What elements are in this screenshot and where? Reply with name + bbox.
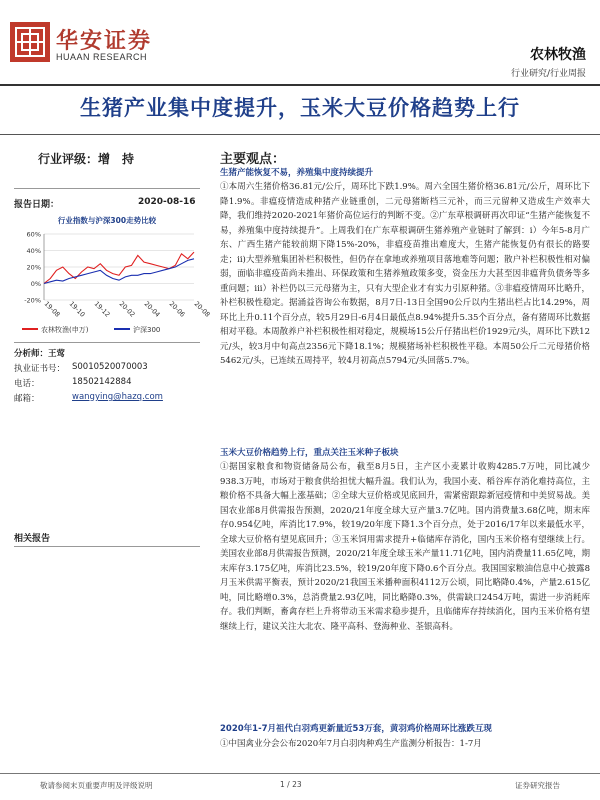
phone-row	[14, 377, 132, 389]
index-comparison-chart	[14, 228, 212, 340]
rating-value: 增 持	[98, 152, 135, 166]
sidebar-divider	[14, 188, 200, 189]
license-row	[14, 362, 148, 374]
report-date-value: 2020-08-16	[138, 197, 196, 207]
rating-label: 行业评级：	[38, 152, 99, 166]
paragraph-pig: ①本周六生猪价格36.81元/公斤，周环比下跌1.9%。周六全国生猪价格36.81元/公斤，周环比下降1.9%。非瘟疫情造成种猪产业链重创，二元母猪断档三元补，而三元留种又造成生产效率大降，我们维持2020-2021年猪价高位运行的判断不变。②广东草根调研再次印证“生猪产能恢复不易，养殖集中度持续提升”。上周我们在广东草根调研生猪养殖产业链时了解到：i）今年5-8月广东、广西生猪产能较前期下降15%-20%，非瘟疫苗推出难度大，生猪产能恢复仍有很长的路要走；ii)大型养殖集团补栏积极性，但仍存在拿地或养殖项目落地难等问题；散户补栏积极性相对偏弱，面临非瘟疫苗尚未推出、环保政策和生猪养殖政策多变，资金压力大甚至因非瘟背负债务等多重问题；iii）补栏仍以三元母猪为主，只有大型企业才有实力引原种猪。③非瘟疫情周环比略升，补栏积极性稳定。据涌益咨询公布数据，8月7日-13日全国90公斤以内生猪出栏占比14.29%，周环比上升0.11个百分点，较5月29日-6月4日最低点8.94%提升5.35个百分点，备有猪周环比数据相对平稳。本周散养户补栏积极性相对稳定，规模场15公斤仔猪出栏价1929元/头，周环比下跌12元/头，较3月中旬高点2356元下降18.1%；规模猪场补栏积极性平稳。本周50公斤二元母猪价格5462元/头，已连续五周持平，较4月初高点5794元/头回落5.7%。	[220, 182, 590, 366]
sector-label: 农林牧渔	[530, 47, 586, 63]
sidebar-divider-3	[14, 546, 200, 547]
y-tick-label: 20%	[26, 263, 41, 272]
chart-title: 行业指数与沪深300走势比较	[57, 216, 157, 225]
footer-disclaimer: 敬请参阅末页重要声明及评级说明	[40, 781, 153, 790]
logo-mark-icon	[10, 22, 50, 62]
related-reports-heading: 相关报告	[14, 534, 51, 544]
x-tick-label: 20-06	[167, 299, 187, 319]
logo-subtext: HUAAN RESEARCH	[56, 52, 148, 62]
phone-value: 18502142884	[72, 377, 132, 387]
email-link[interactable]: wangying@hazq.com	[72, 392, 163, 402]
header-divider	[0, 84, 600, 86]
x-tick-label: 19-10	[67, 299, 87, 319]
subheading-poultry: 2020年1-7月祖代白羽鸡更新量近53万套，黄羽鸡价格周环比涨跌互现	[220, 724, 492, 734]
paragraph-poultry: ①中国禽业分会公布2020年7月白羽肉种鸡生产监测分析报告：1-7月	[220, 739, 482, 749]
industry-rating	[38, 150, 134, 167]
legend-label-1: 沪深300	[133, 326, 161, 334]
report-date-label: 报告日期：	[14, 200, 60, 210]
section-title: 主要观点：	[220, 152, 286, 167]
x-tick-label: 20-08	[192, 299, 212, 319]
y-tick-label: 40%	[26, 247, 41, 255]
y-tick-label: -20%	[24, 296, 41, 305]
email-label: 邮箱：	[14, 394, 40, 404]
sidebar-divider-2	[14, 342, 200, 343]
footer-divider	[0, 773, 600, 774]
report-title: 生猪产业集中度提升，玉米大豆价格趋势上行	[80, 96, 520, 120]
y-tick-label: 60%	[26, 230, 41, 239]
x-tick-label: 19-08	[42, 299, 62, 319]
y-tick-label: 0%	[30, 280, 41, 288]
report-type: 行业研究/行业周报	[510, 69, 586, 79]
title-divider	[0, 134, 600, 135]
subheading-grain: 玉米大豆价格趋势上行，重点关注玉米种子板块	[220, 448, 399, 458]
company-logo	[10, 22, 50, 62]
analyst-name: 分析师：王莺	[14, 349, 66, 359]
phone-label: 电话：	[14, 379, 40, 389]
logo-text: 华安证券	[56, 29, 153, 54]
footer-report-label: 证券研究报告	[515, 781, 560, 790]
page-number: 1 / 23	[280, 780, 302, 789]
x-tick-label: 19-12	[92, 299, 112, 319]
paragraph-grain: ①据国家粮食和物资储备局公布，截至8月5日，主产区小麦累计收购4285.7万吨，同比减少938.3万吨，市场对于粮食供给担忧大幅升温。我们认为，我国小麦、稻谷库存消化难持高位，主粮价格不具备大幅上涨基础；②全球大豆价格或见底回升，需紧密跟踪新冠疫情和中美贸易战。美国农业部8月供需报告预测，2020/21年度全球大豆产量3.7亿吨。国内消费量3.68亿吨，期末库存0.954亿吨，库消比17.9%，较19/20年度下降1.3个百分点，处于2016/17年以来最低水平，全球大豆价格有望见底回升；③玉米饲用需求提升+临储库存消化，国内玉米价格有望继续上行。美国农业部8月供需报告预测，2020/21年度全球玉米产量11.71亿吨，国内消费量11.65亿吨，期末库存3.175亿吨，库消比23.5%，较19/20年度下降0.6个百分点。我国国家粮油信息中心披露8月玉米供需平衡表，预计2020/21我国玉米播种面积4112万公顷，同比略降0.4%，产量2.615亿吨，同比略增0.3%，总消费量2.93亿吨，同比略降0.3%，供需缺口2454万吨，需进一步消耗库存。我们判断，畜禽存栏上升将带动玉米需求稳步提升，且临储库存持续消化，国内玉米价格有望继续上行，建议关注大北农、隆平高科、登海种业、荃银高科。	[220, 462, 590, 632]
license-label: 执业证书号：	[14, 364, 66, 374]
x-tick-label: 20-02	[117, 299, 137, 319]
legend-label-0: 农林牧渔(申万)	[41, 326, 89, 334]
license-value: S0010520070003	[72, 362, 148, 372]
x-tick-label: 20-04	[142, 299, 162, 319]
subheading-pig: 生猪产能恢复不易，养殖集中度持续提升	[220, 168, 374, 178]
email-row	[14, 392, 163, 404]
